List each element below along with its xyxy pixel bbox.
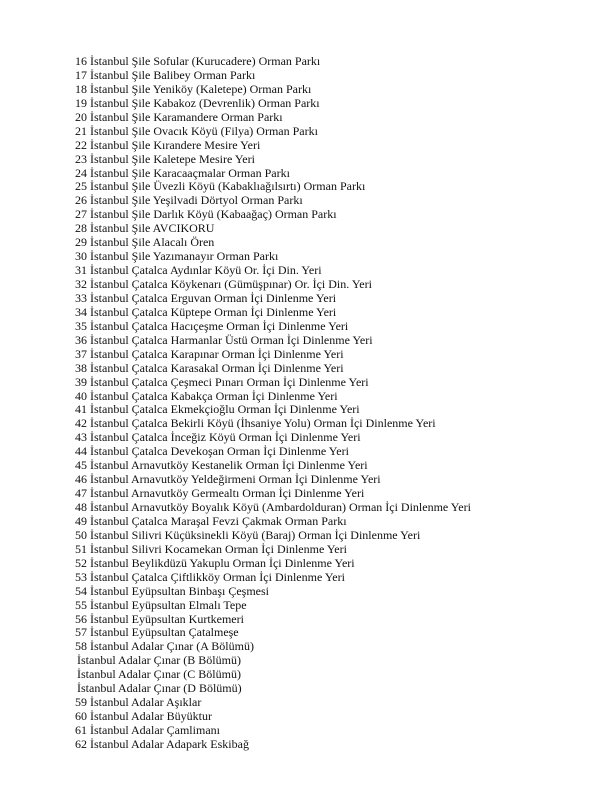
list-item: 19 İstanbul Şile Kabakoz (Devrenlik) Orman Parkı xyxy=(75,95,320,110)
list-item: 35 İstanbul Çatalca Hacıçeşme Orman İçi Dinlenme Yeri xyxy=(75,318,349,333)
list-item: 49 İstanbul Çatalca Maraşal Fevzi Çakmak Orman Parkı xyxy=(75,513,347,528)
list-item: 27 İstanbul Şile Darlık Köyü (Kabaağaç) Orman Parkı xyxy=(75,207,337,222)
list-item: 33 İstanbul Çatalca Erguvan Orman İçi Dinlenme Yeri xyxy=(75,290,337,305)
list-item: 45 İstanbul Arnavutköy Kestanelik Orman İçi Dinlenme Yeri xyxy=(75,458,368,473)
list-item: 40 İstanbul Çatalca Kabakça Orman İçi Dinlenme Yeri xyxy=(75,388,338,403)
list-item: 22 İstanbul Şile Kırandere Mesire Yeri xyxy=(75,137,261,152)
list-item: 36 İstanbul Çatalca Harmanlar Üstü Orman İçi Dinlenme Yeri xyxy=(75,332,373,347)
list-item: 25 İstanbul Şile Üvezli Köyü (Kabaklıağılsırtı) Orman Parkı xyxy=(75,179,366,194)
list-item: 23 İstanbul Şile Kaletepe Mesire Yeri xyxy=(75,151,255,166)
list-item: 51 İstanbul Silivri Kocamekan Orman İçi Dinlenme Yeri xyxy=(75,541,347,556)
list-item: İstanbul Adalar Çınar (B Bölümü) xyxy=(77,653,241,668)
list-item: 57 İstanbul Eyüpsultan Çatalmeşe xyxy=(75,625,239,640)
list-item: 34 İstanbul Çatalca Küptepe Orman İçi Dinlenme Yeri xyxy=(75,304,337,319)
list-item: 53 İstanbul Çatalca Çiftlikköy Orman İçi Dinlenme Yeri xyxy=(75,569,345,584)
list-item: 50 İstanbul Silivri Küçüksinekli Köyü (Baraj) Orman İçi Dinlenme Yeri xyxy=(75,527,421,542)
list-item: 46 İstanbul Arnavutköy Yeldeğirmeni Orman İçi Dinlenme Yeri xyxy=(75,472,381,487)
list-item: 47 İstanbul Arnavutköy Germealtı Orman İçi Dinlenme Yeri xyxy=(75,486,365,501)
list-item: 58 İstanbul Adalar Çınar (A Bölümü) xyxy=(75,639,254,654)
list-item: 43 İstanbul Çatalca İnceğiz Köyü Orman İçi Dinlenme Yeri xyxy=(75,430,361,445)
list-item: 30 İstanbul Şile Yazımanayır Orman Parkı xyxy=(75,249,279,264)
list-item: 48 İstanbul Arnavutköy Boyalık Köyü (Ambardolduran) Orman İçi Dinlenme Yeri xyxy=(75,500,471,514)
list-item: 37 İstanbul Çatalca Karapınar Orman İçi Dinlenme Yeri xyxy=(75,346,344,361)
list-item: 41 İstanbul Çatalca Ekmekçioğlu Orman İçi Dinlenme Yeri xyxy=(75,402,360,417)
list-item: 42 İstanbul Çatalca Bekirli Köyü (İhsaniye Yolu) Orman İçi Dinlenme Yeri xyxy=(75,416,436,431)
list-item: 28 İstanbul Şile AVCIKORU xyxy=(75,221,215,236)
list-item: 60 İstanbul Adalar Büyüktur xyxy=(75,709,212,724)
list-item: 32 İstanbul Çatalca Köykenarı (Gümüşpınar) Or. İçi Din. Yeri xyxy=(75,277,372,291)
list-item: 24 İstanbul Şile Karacaaçmalar Orman Parkı xyxy=(75,165,290,180)
list-item: 59 İstanbul Adalar Aşıklar xyxy=(75,695,202,710)
list-item: 55 İstanbul Eyüpsultan Elmalı Tepe xyxy=(75,597,247,612)
list-item: İstanbul Adalar Çınar (C Bölümü) xyxy=(77,667,241,682)
list-item: 61 İstanbul Adalar Çamlimanı xyxy=(75,723,220,737)
list-item: 38 İstanbul Çatalca Karasakal Orman İçi Dinlenme Yeri xyxy=(75,360,344,375)
list-item: 54 İstanbul Eyüpsultan Binbaşı Çeşmesi xyxy=(75,583,269,598)
list-item: 56 İstanbul Eyüpsultan Kurtkemeri xyxy=(75,611,244,626)
list-item: 39 İstanbul Çatalca Çeşmeci Pınarı Orman İçi Dinlenme Yeri xyxy=(75,374,369,389)
list-item: İstanbul Adalar Çınar (D Bölümü) xyxy=(77,681,242,696)
list-item: 62 İstanbul Adalar Adapark Eskibağ xyxy=(75,736,249,751)
list-item: 26 İstanbul Şile Yeşilvadi Dörtyol Orman Parkı xyxy=(75,193,303,208)
list-item: 20 İstanbul Şile Karamandere Orman Parkı xyxy=(75,109,283,124)
list-item: 44 İstanbul Çatalca Devekoşan Orman İçi Dinlenme Yeri xyxy=(75,444,349,459)
list-item: 31 İstanbul Çatalca Aydınlar Köyü Or. İçi Din. Yeri xyxy=(75,263,322,278)
list-item: 21 İstanbul Şile Ovacık Köyü (Filya) Orman Parkı xyxy=(75,123,318,138)
list-item: 52 İstanbul Beylikdüzü Yakuplu Orman İçi Dinlenme Yeri xyxy=(75,555,355,570)
list-item: 16 İstanbul Şile Sofular (Kurucadere) Orman Parkı xyxy=(75,54,321,68)
park-list xyxy=(75,55,471,752)
list-item: 18 İstanbul Şile Yeniköy (Kaletepe) Orman Parkı xyxy=(75,81,312,96)
list-item: 29 İstanbul Şile Alacalı Ören xyxy=(75,235,215,250)
list-item: 17 İstanbul Şile Balibey Orman Parkı xyxy=(75,67,256,82)
